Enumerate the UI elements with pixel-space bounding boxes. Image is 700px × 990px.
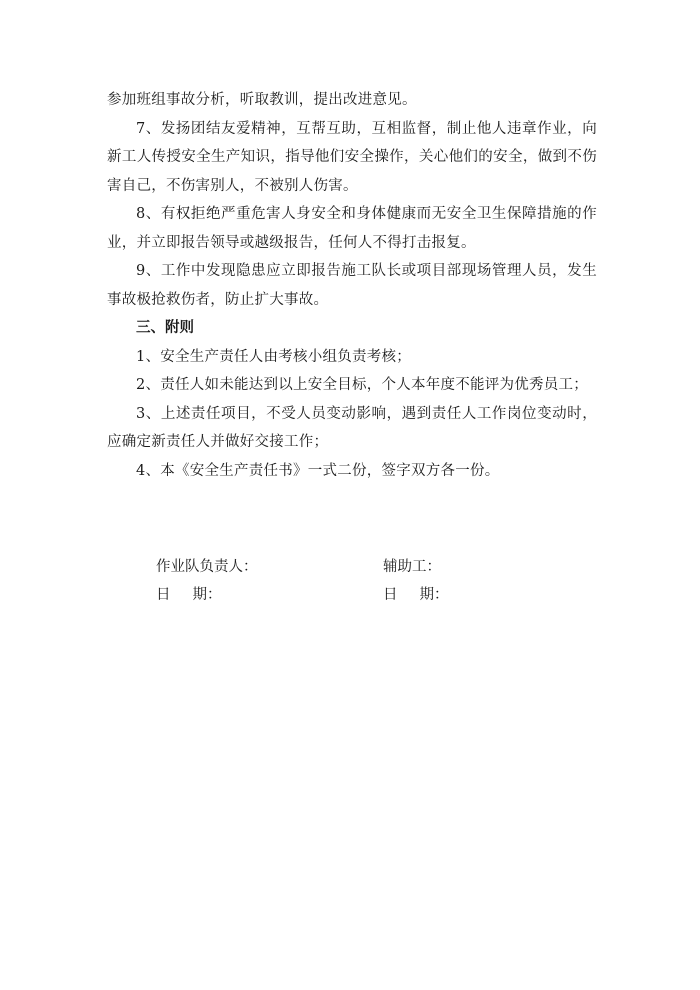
- assistant-signature-label: 辅助工：: [383, 559, 441, 575]
- paragraph-continuation: 参加班组事故分析，听取教训，提出改进意见。: [107, 92, 417, 108]
- paragraph-item-7: 7、发扬团结友爱精神，互帮互助，互相监督，制止他人违章作业，向新工人传授安全生产知识，指导他们安全操作，关心他们的安全，做到不伤害自己，不伤害别人，不被别人伤害。: [107, 120, 597, 194]
- right-date-label: [383, 581, 449, 609]
- appendix-item-3: 3、上述责任项目，不受人员变动影响，遇到责任人工作岗位变动时，应确定新责任人并做好交接工作；: [107, 405, 597, 450]
- document-body: [107, 86, 597, 485]
- signature-row: [156, 553, 576, 581]
- paragraph-item-8: 8、有权拒绝严重危害人身安全和身体健康而无安全卫生保障措施的作业，并立即报告领导或越级报告，任何人不得打击报复。: [107, 206, 597, 251]
- date-row: [156, 581, 576, 609]
- right-date-char-qi: 期：: [419, 587, 449, 603]
- section-heading-appendix: 三、附则: [136, 319, 194, 336]
- right-date-char-ri: 日: [383, 587, 398, 603]
- appendix-item-1: 1、安全生产责任人由考核小组负责考核；: [136, 348, 411, 365]
- appendix-item-4: 4、本《安全生产责任书》一式二份，签字双方各一份。: [136, 462, 500, 479]
- left-date-char-qi: 期：: [192, 587, 222, 603]
- team-leader-signature-label: 作业队负责人：: [156, 559, 258, 575]
- signature-block: [156, 553, 576, 609]
- appendix-item-2: 2、责任人如未能达到以上安全目标，个人本年度不能评为优秀员工；: [136, 377, 588, 393]
- left-date-label: [156, 581, 222, 609]
- left-date-char-ri: 日: [156, 587, 171, 603]
- paragraph-item-9: 9、工作中发现隐患应立即报告施工队长或项目部现场管理人员，发生事故极抢救伤者，防止扩大事故。: [107, 263, 597, 308]
